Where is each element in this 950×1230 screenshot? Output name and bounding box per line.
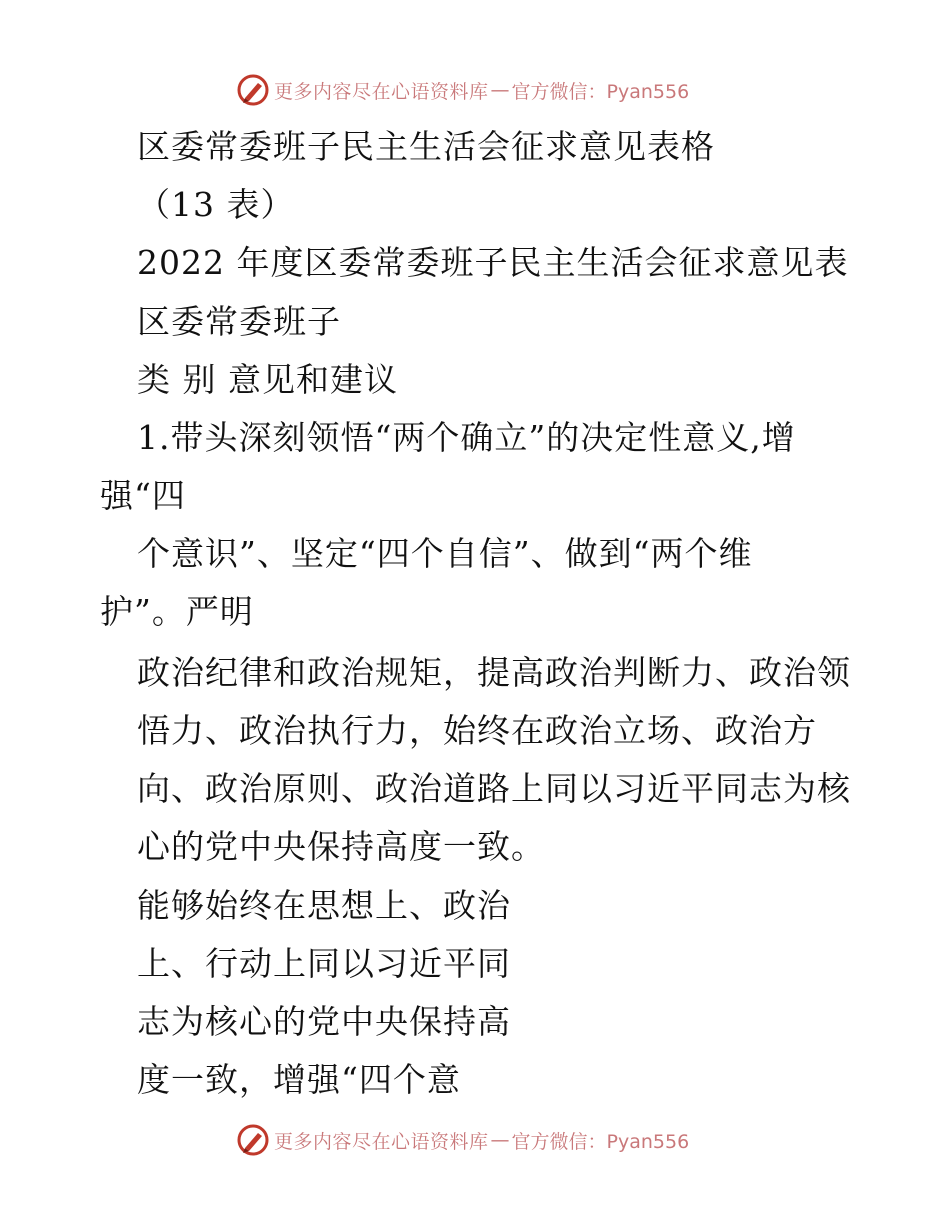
- body-line: 强“四: [100, 476, 186, 515]
- watermark-text: 更多内容尽在心语资料库: [274, 80, 489, 103]
- watermark-contact: 官方微信：Pyan556: [511, 80, 690, 103]
- body-line: 护”。严明: [100, 592, 254, 631]
- unit-name: 区委常委班子: [137, 302, 341, 341]
- body-line: 能够始终在思想上、政治: [137, 886, 511, 925]
- watermark-separator: —: [490, 79, 510, 101]
- watermark-contact: 官方微信：Pyan556: [511, 1130, 690, 1153]
- body-line: 政治纪律和政治规矩，提高政治判断力、政治领: [137, 653, 851, 692]
- pen-logo-icon: [236, 1123, 270, 1157]
- form-title: 2022 年度区委常委班子民主生活会征求意见表: [137, 243, 849, 282]
- body-line: 向、政治原则、政治道路上同以习近平同志为核: [137, 769, 851, 808]
- body-line: 志为核心的党中央保持高: [137, 1002, 511, 1041]
- pen-logo-icon: [236, 73, 270, 107]
- document-title: 区委常委班子民主生活会征求意见表格: [137, 127, 715, 166]
- document-subtitle: （13 表）: [137, 185, 295, 224]
- body-line: 悟力、政治执行力，始终在政治立场、政治方: [137, 711, 817, 750]
- body-line: 1.带头深刻领悟“两个确立”的决定性意义,增: [137, 418, 796, 457]
- watermark-text: 更多内容尽在心语资料库: [274, 1130, 489, 1153]
- table-header: 类 别 意见和建议: [137, 360, 398, 399]
- watermark-banner-bottom: [236, 1122, 706, 1158]
- body-line: 度一致，增强“四个意: [137, 1060, 461, 1099]
- body-line: 上、行动上同以习近平同: [137, 944, 511, 983]
- watermark-separator: —: [490, 1129, 510, 1151]
- watermark-banner-top: [236, 72, 706, 108]
- body-line: 个意识”、坚定“四个自信”、做到“两个维: [137, 534, 753, 573]
- body-line: 心的党中央保持高度一致。: [137, 827, 545, 866]
